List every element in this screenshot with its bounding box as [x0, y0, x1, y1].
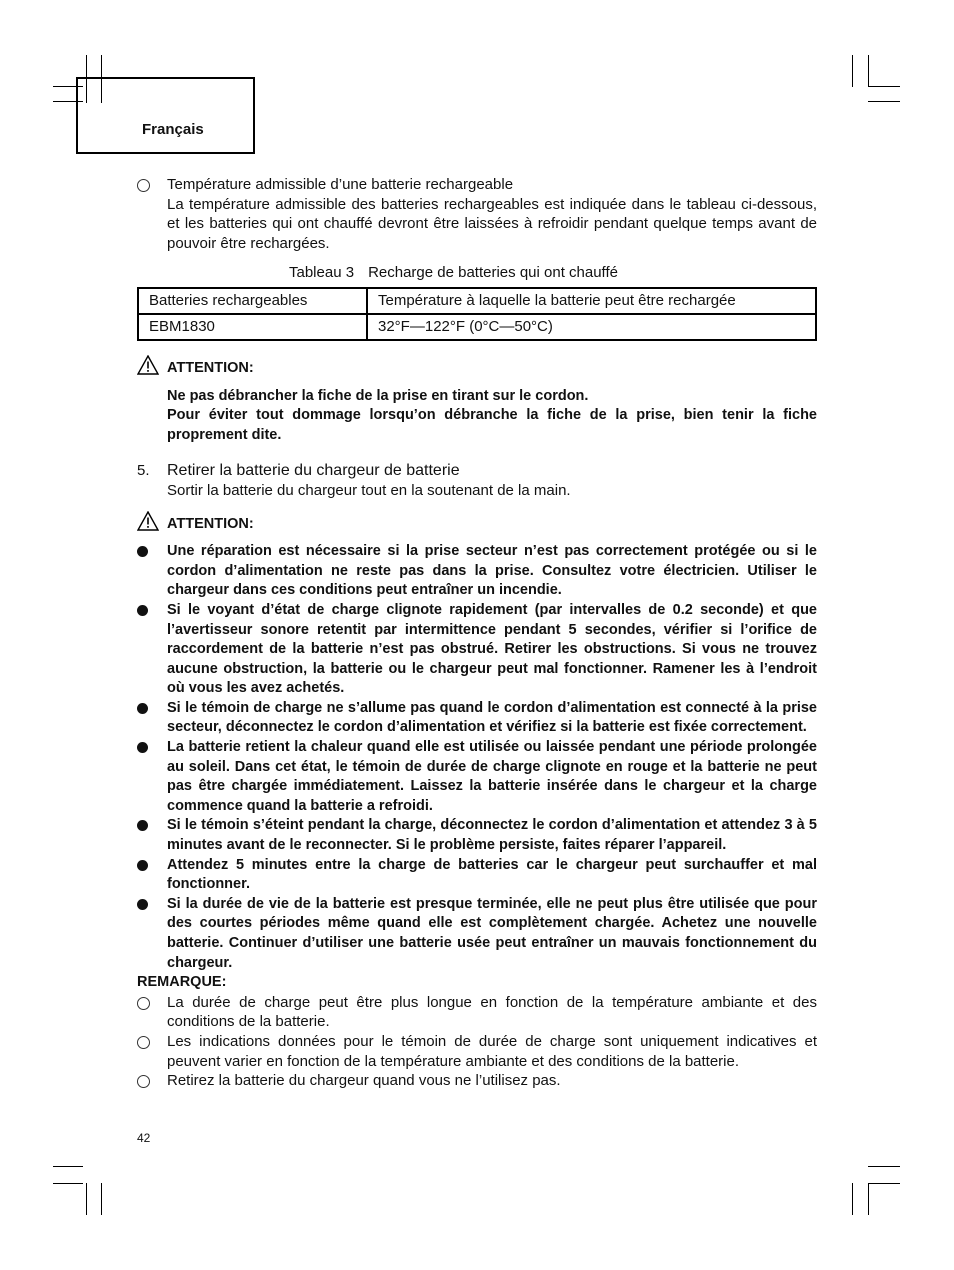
list-item: La durée de charge peut être plus longue en fonction de la température ambiante et des conditions de la batterie. — [137, 993, 817, 1032]
crop-mark — [868, 1166, 900, 1167]
dot-bullet-icon — [137, 816, 161, 838]
crop-mark — [852, 1183, 853, 1215]
list-item: Si le voyant d’état de charge clignote rapidement (par intervalles de 0.2 seconde) et que l’avertisseur sonore retentit par intermittence pendant 5 secondes, vérifier si l’orifice de raccordement de la batterie n’est pas obstrué. Retirer les obstructions. Si vous ne trouvez aucune obstruction, la batterie ou le chargeur peut mal fonctionner. Ramener les à l’endroit où vous les avez achetés. — [137, 601, 817, 699]
crop-mark — [868, 1183, 869, 1215]
language-label: Français — [142, 121, 204, 138]
crop-mark — [852, 55, 853, 87]
step-item — [137, 461, 817, 500]
step-title: Retirer la batterie du chargeur de batterie — [167, 462, 460, 480]
table-caption — [137, 263, 817, 283]
list-item: Attendez 5 minutes entre la charge de batteries car le chargeur peut surchauffer et mal fonctionner. — [137, 856, 817, 895]
crop-mark — [53, 1183, 83, 1184]
attention-bullet-list — [137, 542, 817, 973]
attention-line: Pour éviter tout dommage lorsqu’on débranche la fiche de la prise, bien tenir la fiche proprement dite. — [167, 407, 817, 443]
attention-label: ATTENTION — [167, 515, 249, 532]
warning-icon — [137, 511, 159, 531]
list-item: Si le témoin de charge ne s’allume pas quand le cordon d’alimentation est connecté à la prise secteur, déconnectez le cordon d’alimentation et vérifiez si la batterie est fixée correctement. — [137, 699, 817, 738]
crop-mark — [868, 55, 869, 87]
attention-heading: ATTENTION: — [137, 359, 817, 379]
remark-list — [137, 993, 817, 1091]
attention-heading: ATTENTION: — [137, 515, 817, 535]
attention-label: ATTENTION — [167, 359, 249, 376]
list-item: Une réparation est nécessaire si la prise secteur n’est pas correctement protégée ou si le cordon d’alimentation ne reste pas dans la prise. Consultez votre électricien. Utiliser le chargeur dans ces conditions peut entraîner un incendie. — [137, 542, 817, 601]
warning-icon — [137, 355, 159, 375]
section-body: La température admissible des batteries rechargeables est indiquée dans le tableau ci-dessous, et les batteries qui ont chauffé devront être laissées à refroidir pendant quelque temps avant de pouvoir être rechargées. — [167, 195, 817, 252]
crop-mark — [868, 86, 900, 87]
table-row — [138, 314, 816, 340]
list-item — [137, 175, 817, 253]
dot-bullet-icon — [137, 856, 161, 878]
crop-mark — [101, 1183, 102, 1215]
table-cell: EBM1830 — [138, 314, 367, 340]
list-item: Les indications données pour le témoin de durée de charge sont uniquement indicatives et peuvent varier en fonction de la température ambiante et des conditions de la batterie. — [137, 1032, 817, 1071]
crop-mark — [868, 101, 900, 102]
crop-mark — [868, 1183, 900, 1184]
attention-line: Ne pas débrancher la fiche de la prise en tirant sur le cordon. — [167, 387, 589, 404]
language-tab — [76, 77, 255, 154]
page-content — [137, 175, 817, 1091]
charge-temperature-table — [137, 287, 817, 341]
list-item: Si la durée de vie de la batterie est presque terminée, elle ne peut plus être utilisée que pour des courtes périodes même quand elle est complètement chargée. Achetez une nouvelle batterie. Continuer d’utiliser une batterie usée peut entraîner un mauvais fonctionnement du chargeur. — [137, 895, 817, 973]
list-item: Retirez la batterie du chargeur quand vous ne l’utilisez pas. — [137, 1071, 817, 1091]
dot-bullet-icon — [137, 542, 161, 564]
list-item: La batterie retient la chaleur quand elle est utilisée ou laissée pendant une période prolongée au soleil. Dans cet état, le témoin de durée de charge clignote en rouge et la batterie ne peut pas être chargée immédiatement. Laissez la batterie insérée dans le chargeur et la charge commence quand la batterie a refroidi. — [137, 738, 817, 816]
dot-bullet-icon — [137, 895, 161, 917]
table-title: Recharge de batteries qui ont chauffé — [368, 264, 618, 282]
circle-bullet-icon — [137, 1032, 161, 1055]
dot-bullet-icon — [137, 738, 161, 760]
attention-text — [137, 387, 817, 446]
step-number: 5. — [137, 462, 150, 480]
dot-bullet-icon — [137, 699, 161, 721]
table-label: Tableau 3 — [289, 264, 355, 282]
circle-bullet-icon — [137, 993, 161, 1016]
table-cell: 32°F—122°F (0°C—50°C) — [367, 314, 816, 340]
section-title: Température admissible d’une batterie rechargeable — [167, 176, 514, 193]
page-number: 42 — [137, 1131, 151, 1145]
circle-bullet-icon — [137, 1071, 161, 1094]
crop-mark — [53, 1166, 83, 1167]
dot-bullet-icon — [137, 601, 161, 623]
table-header-cell: Température à laquelle la batterie peut être rechargée — [367, 288, 816, 314]
table-header-row — [138, 288, 816, 314]
table-header-cell: Batteries rechargeables — [138, 288, 367, 314]
list-item: Si le témoin s’éteint pendant la charge, déconnectez le cordon d’alimentation et attendez 3 à 5 minutes avant de le reconnecter. Si le problème persiste, faites réparer l’appareil. — [137, 816, 817, 855]
crop-mark — [86, 1183, 87, 1215]
remark-heading: REMARQUE: — [137, 974, 227, 991]
step-body: Sortir la batterie du chargeur tout en la soutenant de la main. — [167, 481, 571, 499]
circle-bullet-icon — [137, 175, 161, 198]
